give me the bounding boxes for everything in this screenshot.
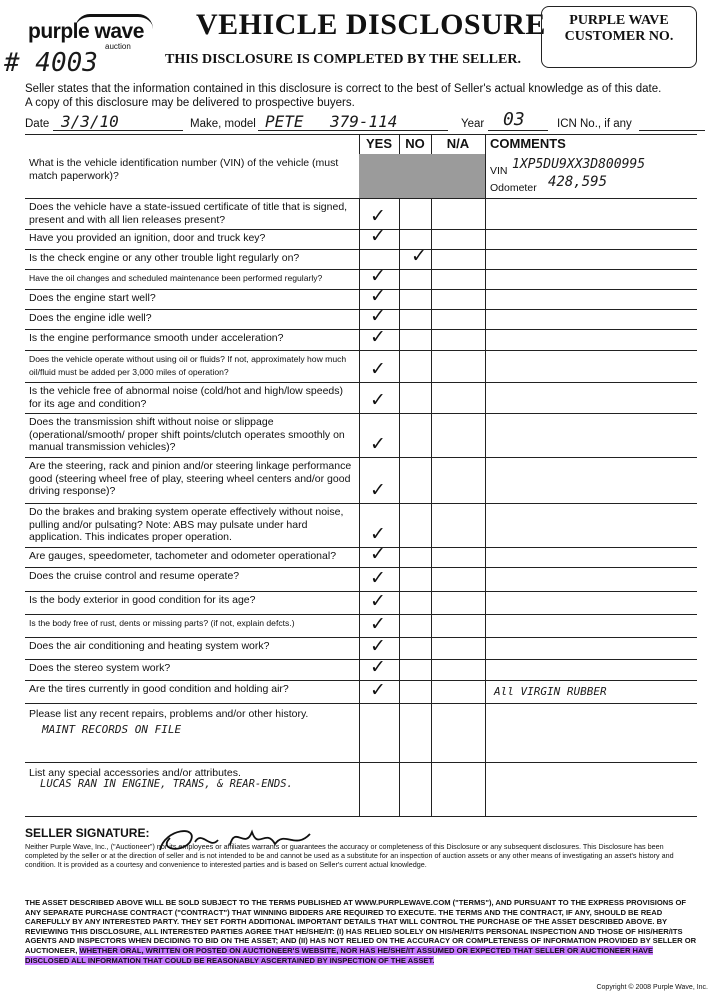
checkmark-yes-icon[interactable]: ✓ (370, 523, 386, 545)
odometer-label: Odometer (490, 182, 537, 194)
legal-terms (25, 898, 697, 965)
checkmark-yes-icon[interactable]: ✓ (370, 225, 386, 247)
question-text: Are gauges, speedometer, tachometer and odometer operational? (29, 550, 337, 562)
make-value[interactable]: PETE (265, 112, 304, 131)
checkmark-yes-icon[interactable]: ✓ (370, 305, 386, 327)
vin-value[interactable]: 1XP5DU9XX3D800995 (512, 157, 646, 172)
row-divider (25, 816, 697, 817)
checkmark-yes-icon[interactable]: ✓ (370, 567, 386, 589)
row-divider (25, 457, 697, 458)
row-divider (25, 329, 697, 330)
logo-brand-text: purple wave (28, 20, 144, 43)
question-text: Does the cruise control and resume operate? (29, 570, 240, 582)
intro-text (25, 82, 705, 110)
question-text: Is the check engine or any other trouble light regularly on? (29, 252, 300, 264)
question-text: Does the engine start well? (29, 292, 156, 304)
question-text: Is the vehicle free of abnormal noise (cold/hot and high/low speeds) for its age and condition? (29, 385, 344, 410)
col-yes: YES (365, 136, 392, 151)
row-divider (25, 289, 697, 290)
checkmark-yes-icon[interactable]: ✓ (370, 326, 386, 348)
checkmark-yes-icon[interactable]: ✓ (370, 656, 386, 678)
question-text: What is the vehicle identification number (VIN) of the vehicle (must match paperwork)? (29, 157, 339, 182)
row-divider (25, 198, 697, 199)
row-divider (25, 229, 697, 230)
question-text: Have the oil changes and scheduled maintenance been performed regularly? (29, 273, 323, 283)
question-text: Does the vehicle have a state-issued certificate of title that is signed, present and with all lien releases present? (29, 201, 348, 226)
row-divider (25, 413, 697, 414)
question-text: Is the engine performance smooth under acceleration? (29, 332, 284, 344)
question-text: Does the stereo system work? (29, 662, 171, 674)
row-divider (25, 382, 697, 383)
checkmark-yes-icon[interactable]: ✓ (370, 679, 386, 701)
col-divider (431, 134, 432, 816)
customer-number-box[interactable]: PURPLE WAVE CUSTOMER NO. (541, 6, 697, 68)
checkmark-yes-icon[interactable]: ✓ (370, 543, 386, 565)
question-text: Do the brakes and braking system operate effectively without noise, pulling and/or pulsating? Note: ABS may pulsate under hard application. This indicates proper operation. (29, 506, 344, 543)
repairs-label: Please list any recent repairs, problems and/or other history. (29, 708, 309, 720)
checkmark-yes-icon[interactable]: ✓ (370, 433, 386, 455)
row-divider (25, 659, 697, 660)
row-divider (25, 762, 697, 763)
col-comments: COMMENTS (490, 136, 566, 151)
page-subtitle: THIS DISCLOSURE IS COMPLETED BY THE SELLER. (165, 52, 521, 67)
make-label: Make, model (190, 118, 256, 130)
row-divider (25, 547, 697, 548)
question-text: Is the body free of rust, dents or missing parts? (if not, explain defcts.) (29, 618, 295, 628)
checkmark-yes-icon[interactable]: ✓ (370, 613, 386, 635)
row-divider (25, 591, 697, 592)
row-divider (25, 637, 697, 638)
checkmark-yes-icon[interactable]: ✓ (370, 389, 386, 411)
checkmark-yes-icon[interactable]: ✓ (370, 479, 386, 501)
row-divider (25, 134, 697, 135)
legal-terms-highlighted: WHETHER ORAL, WRITTEN OR POSTED ON AUCTIONEER'S WEBSITE, NOR HAS HE/SHE/IT ASSUMED OR EXPECTED THAT SELLER OR AUCTIONEER HAVE DISCLOSED ALL INFORMATION THAT COULD BE REASONABLY ASCERTAINED BY INSPECTION OF THE ASSET. (25, 945, 654, 965)
date-value[interactable]: 3/3/10 (61, 112, 119, 131)
col-na: N/A (446, 136, 470, 151)
row-divider (25, 567, 697, 568)
model-value[interactable]: 379-114 (330, 112, 398, 131)
year-field-underline (488, 130, 548, 131)
odometer-value[interactable]: 428,595 (548, 174, 608, 190)
row-divider (25, 614, 697, 615)
page-title: VEHICLE DISCLOSURE (196, 8, 546, 41)
question-text: Does the air conditioning and heating system work? (29, 640, 270, 652)
disclaimer-text: Neither Purple Wave, Inc., ("Auctioneer") nor its employees or affiliates warrants or guarantees the accuracy or completeness of this Disclosure or any subsequent disclosures. This Disclosure has been completed by the seller or at the direction of seller and is not intended to be and cannot be used as a substitute for an inspection of auction assets or any other means of investigating an asset's history and condition. It is provided as a courtesy and convenience to interested parties and is based on Seller's current actual knowledge. (25, 842, 674, 869)
year-value[interactable]: 03 (503, 109, 525, 130)
checkmark-yes-icon[interactable]: ✓ (370, 285, 386, 307)
checkmark-yes-icon[interactable]: ✓ (370, 635, 386, 657)
checkmark-yes-icon[interactable]: ✓ (370, 265, 386, 287)
accessories-label: List any special accessories and/or attributes. (29, 767, 241, 779)
repairs-value[interactable]: MAINT RECORDS ON FILE (42, 723, 182, 736)
question-text: Does the transmission shift without noise or slippage (operational/smooth/ proper shift points/clutch operates smoothly on manual transmission vehicles)? (29, 416, 345, 453)
question-text: Are the tires currently in good condition and holding air? (29, 683, 289, 695)
row-divider (25, 680, 697, 681)
lot-number: # 4003 (4, 48, 98, 78)
question-text: Does the engine idle well? (29, 312, 152, 324)
logo-sub-text: auction (105, 42, 131, 51)
accessories-value[interactable]: LUCAS RAN IN ENGINE, TRANS, & REAR-ENDS. (40, 778, 293, 790)
row-divider (25, 309, 697, 310)
seller-signature-label: SELLER SIGNATURE: (25, 826, 150, 840)
intro-line-2: A copy of this disclosure may be delivered to prospective buyers. (25, 97, 355, 109)
row-divider (25, 350, 697, 351)
checkmark-yes-icon[interactable]: ✓ (370, 358, 386, 380)
question-text: Is the body exterior in good condition for its age? (29, 594, 256, 606)
icn-label: ICN No., if any (557, 118, 632, 130)
row-divider (25, 703, 697, 704)
legal-terms-text: THE ASSET DESCRIBED ABOVE WILL BE SOLD SUBJECT TO THE TERMS PUBLISHED AT WWW.PURPLEWAVE.COM ("TERMS"), AND PURSUANT TO THE EXPRESS PROVISIONS OF ANY SEPARATE PURCHASE CONTRACT ("CONTRACT") THAT WINNING BIDDERS ARE REQUIRED TO EXECUTE. THE TERMS AND THE CONTRACT, IF ANY, SHOULD BE READ CAREFULLY BY ANY INTERESTED PARTY. THEY SET FORTH ADDITIONAL IMPORTANT DETAILS THAT WILL CONTROL THE PURCHASE OF THE ASSET DESCRIBED ABOVE. BY REVIEWING THIS DISCLOSURE, ALL INTERESTED PARTIES AGREE THAT HE/SHE/IT: (I) HAS RELIED SOLELY ON HIS/HER/ITS PERSONAL INSPECTION AND THOSE OF HIS/HER/ITS AGENTS AND INSPECTORS WHEN DECIDING TO BID ON THE ASSET; AND (II) HAS NOT RELIED ON THE ACCURACY OR COMPLETENESS OF INFORMATION PROVIDED BY SELLER OR AUCTIONEER, (25, 898, 697, 955)
question-text: Have you provided an ignition, door and truck key? (29, 232, 266, 244)
question-comment[interactable]: All VIRGIN RUBBER (494, 685, 607, 698)
row-divider (25, 269, 697, 270)
purple-wave-logo (25, 12, 155, 52)
checkmark-yes-icon[interactable]: ✓ (370, 590, 386, 612)
col-divider (359, 134, 360, 816)
date-label: Date (25, 118, 50, 130)
col-no: NO (405, 136, 425, 151)
vehicle-info-line (25, 109, 705, 135)
intro-line-1: Seller states that the information contained in this disclosure is correct to the best of Seller's actual knowledge as of this date. (25, 83, 662, 95)
checkmark-no-icon[interactable]: ✓ (411, 245, 427, 267)
icn-field-underline (639, 130, 705, 131)
row-divider (25, 503, 697, 504)
year-label: Year (461, 118, 485, 130)
col-divider (399, 134, 400, 816)
vin-shaded-cell (359, 154, 485, 198)
vin-label: VIN (490, 165, 508, 177)
row-divider (25, 249, 697, 250)
checkmark-yes-icon[interactable]: ✓ (370, 205, 386, 227)
col-divider (485, 134, 486, 816)
question-text: Does the vehicle operate without using oil or fluids? If not, approximately how much oil/fluid must be added per 3,000 miles of operation? (29, 354, 347, 377)
question-text: Are the steering, rack and pinion and/or steering linkage performance good (steering wheel free of play, steering wheel centers and/or good driving response)? (29, 460, 352, 497)
copyright: Copyright © 2008 Purple Wave, Inc. (596, 984, 708, 991)
